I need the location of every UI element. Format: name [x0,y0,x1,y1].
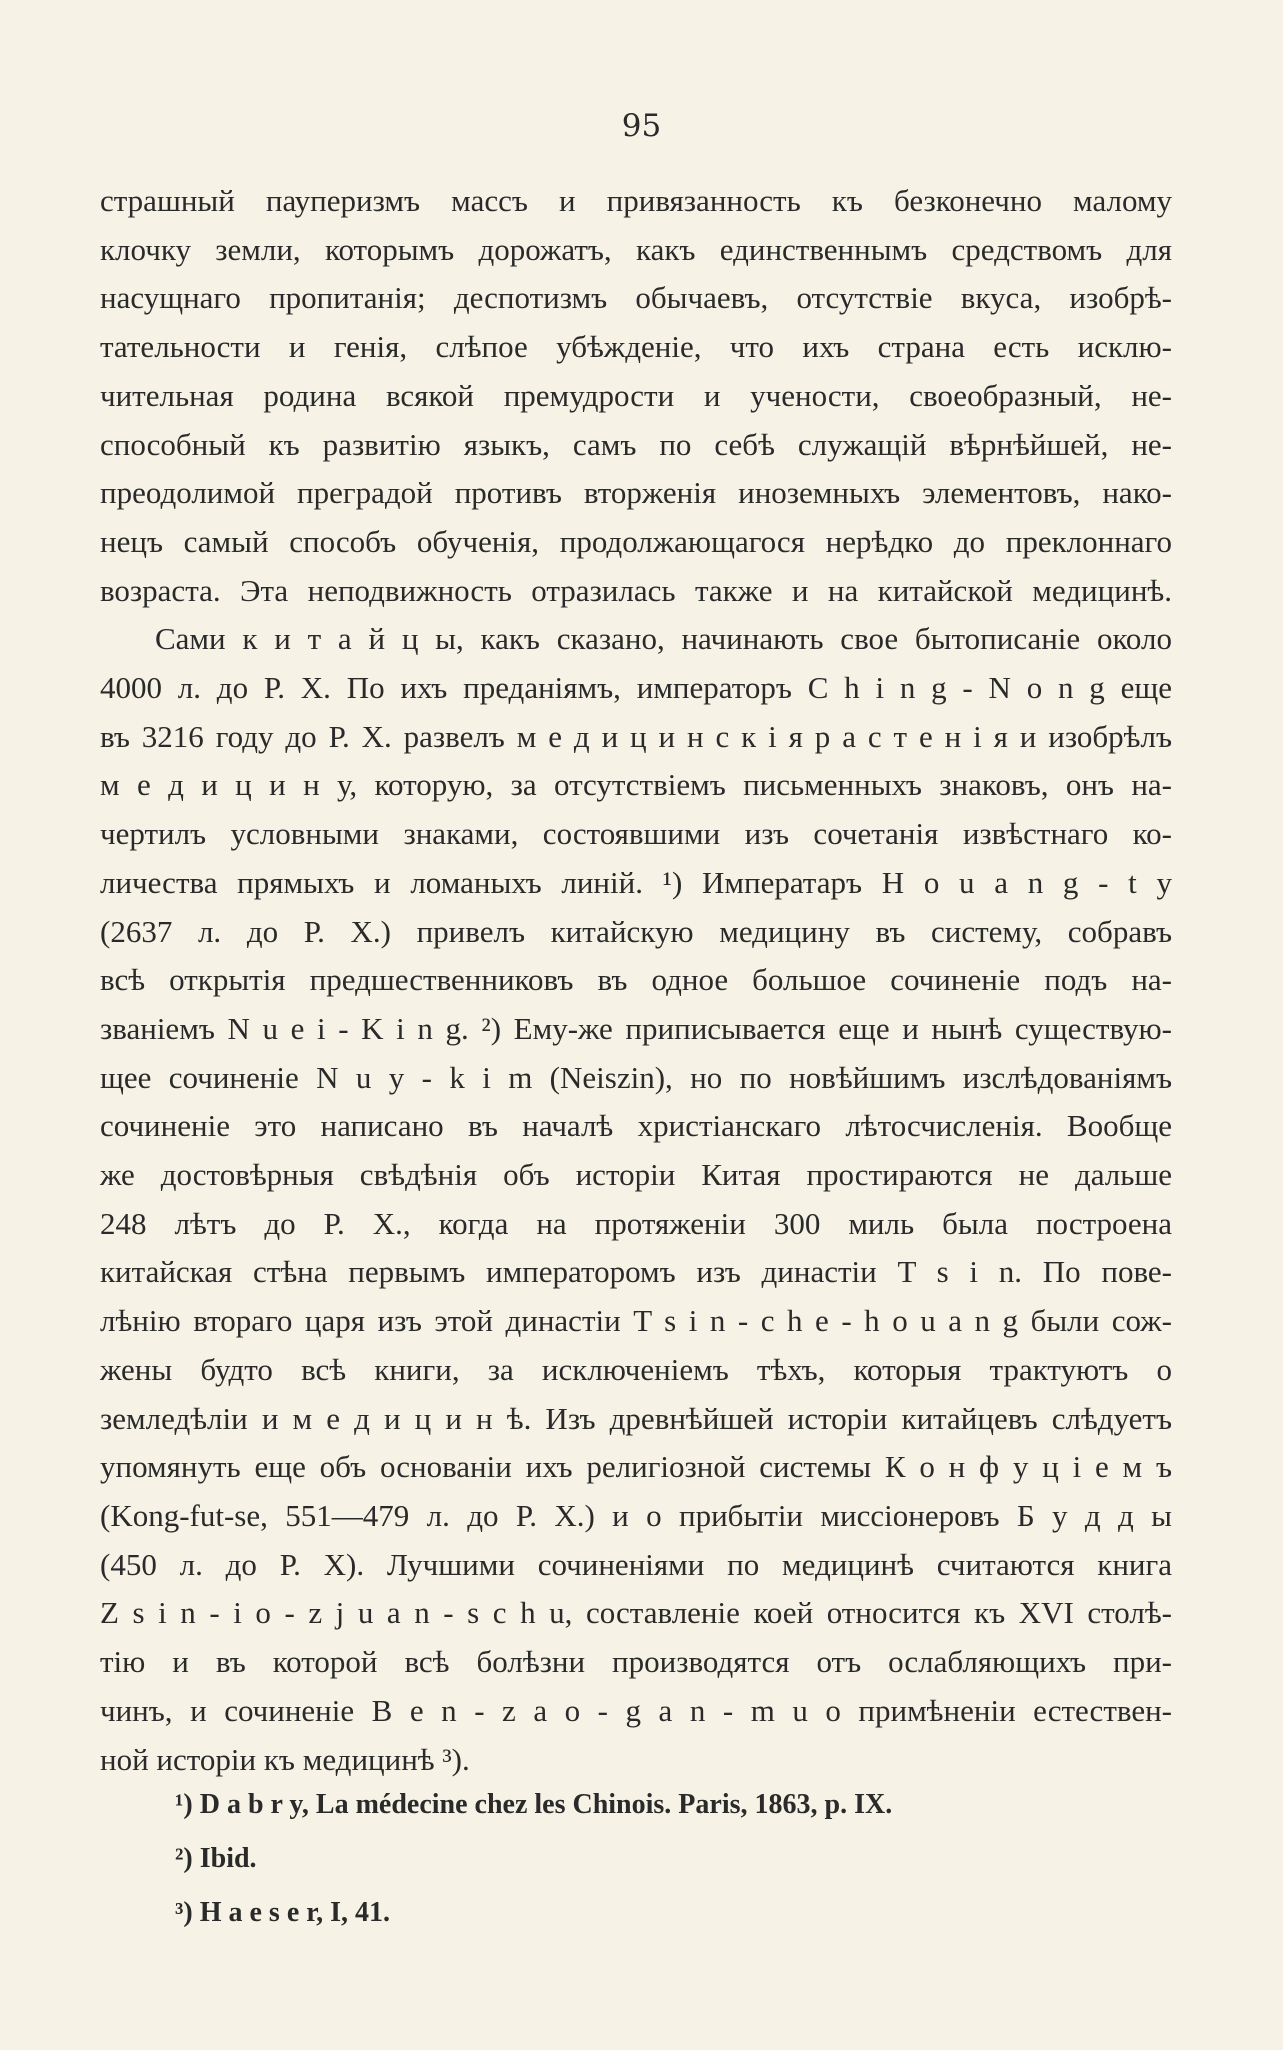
footnote: ²) Ibid. [175,1843,257,1874]
text-line: чинъ, и сочиненіе B e n - z a o - g a n - m u о примѣненіи естествен- [100,1692,1172,1728]
text-line: (2637 л. до Р. Х.) привелъ китайскую медицину въ систему, собравъ [100,913,1172,949]
page-number: 95 [621,108,662,144]
text-line: 4000 л. до Р. Х. По ихъ преданіямъ, императоръ C h i n g - N o n g еще [100,670,1172,706]
text-line: упомянуть еще объ основаніи ихъ религіозной системы К о н ф у ц і е м ъ [100,1449,1172,1485]
text-line: клочку земли, которымъ дорожатъ, какъ единственнымъ средствомъ для [100,231,1172,267]
text-line: лѣнію втораго царя изъ этой династіи T s i n - c h e - h o u a n g были сож- [100,1303,1172,1339]
text-line: (Kong-fut-se, 551—479 л. до Р. Х.) и о прибытіи миссіонеровъ Б у д д ы [100,1497,1172,1533]
text-line: щее сочиненіе N u y - k i m (Neiszin), но по новѣйшимъ изслѣдованіямъ [100,1059,1172,1095]
text-line: чертилъ условными знаками, состоявшими изъ сочетанія извѣстнаго ко- [100,816,1172,852]
text-line: званіемъ N u e i - K i n g. ²) Ему-же приписывается еще и нынѣ существую- [100,1010,1172,1046]
text-line: нецъ самый способъ обученія, продолжающагося нерѣдко до преклоннаго [100,523,1172,559]
text-line: тательности и генія, слѣпое убѣжденіе, что ихъ страна есть исклю- [100,329,1172,365]
text-line: всѣ открытія предшественниковъ въ одное большое сочиненіе подъ на- [100,962,1172,998]
main-text [100,177,1172,1784]
text-line: Сами к и т а й ц ы, какъ сказано, начинають свое бытописаніе около [155,621,1172,657]
text-line: сочиненіе это написано въ началѣ христіанскаго лѣтосчисленія. Вообще [100,1108,1172,1144]
text-line: м е д и ц и н у, которую, за отсутствіемъ письменныхъ знаковъ, онъ на- [100,767,1172,803]
text-line: преодолимой преградой противъ вторженія иноземныхъ элементовъ, нако- [100,475,1172,511]
text-line: страшный пауперизмъ массъ и привязанность къ безконечно малому [100,183,1172,218]
text-line: въ 3216 году до Р. Х. развелъ м е д и ц и н с к і я р а с т е н і я и изобрѣлъ [100,718,1172,754]
footnote: ³) H a e s e r, I, 41. [175,1897,391,1928]
text-line: земледѣліи и м е д и ц и н ѣ. Изъ древнѣйшей исторіи китайцевъ слѣдуетъ [100,1400,1172,1436]
footnotes [175,1778,1075,1940]
text-line: 248 лѣтъ до Р. Х., когда на протяженіи 300 миль была построена [100,1205,1172,1241]
text-line: насущнаго пропитанія; деспотизмъ обычаевъ, отсутствіе вкуса, изобрѣ- [100,280,1172,316]
text-line: личества прямыхъ и ломаныхъ линій. ¹) Императаръ H o u a n g - t y [100,864,1172,900]
text-line: Z s i n - i o - z j u a n - s c h u, составленіе коей относится къ XVI столѣ- [100,1595,1172,1631]
text-line: (450 л. до Р. Х). Лучшими сочиненіями по медицинѣ считаются книга [100,1546,1172,1582]
text-line: тію и въ которой всѣ болѣзни производятся отъ ослабляющихъ при- [100,1644,1172,1680]
text-line: китайская стѣна первымъ императоромъ изъ династіи T s i n. По пове- [100,1254,1172,1290]
text-line: возраста. Эта неподвижность отразилась также и на китайской медицинѣ. [100,572,1172,608]
text-line: жены будто всѣ книги, за исключеніемъ тѣхъ, которыя трактуютъ о [100,1351,1172,1387]
text-line: способный къ развитію языкъ, самъ по себѣ служащій вѣрнѣйшей, не- [100,426,1172,462]
text-line: чительная родина всякой премудрости и учености, своеобразный, не- [100,377,1172,413]
footnote: ¹) D a b r y, La médecine chez les Chinois. Paris, 1863, p. IX. [175,1789,893,1820]
text-line: же достовѣрныя свѣдѣнія объ исторіи Китая простираются не дальше [100,1157,1172,1193]
text-line: ной исторіи къ медицинѣ ³). [100,1741,470,1777]
